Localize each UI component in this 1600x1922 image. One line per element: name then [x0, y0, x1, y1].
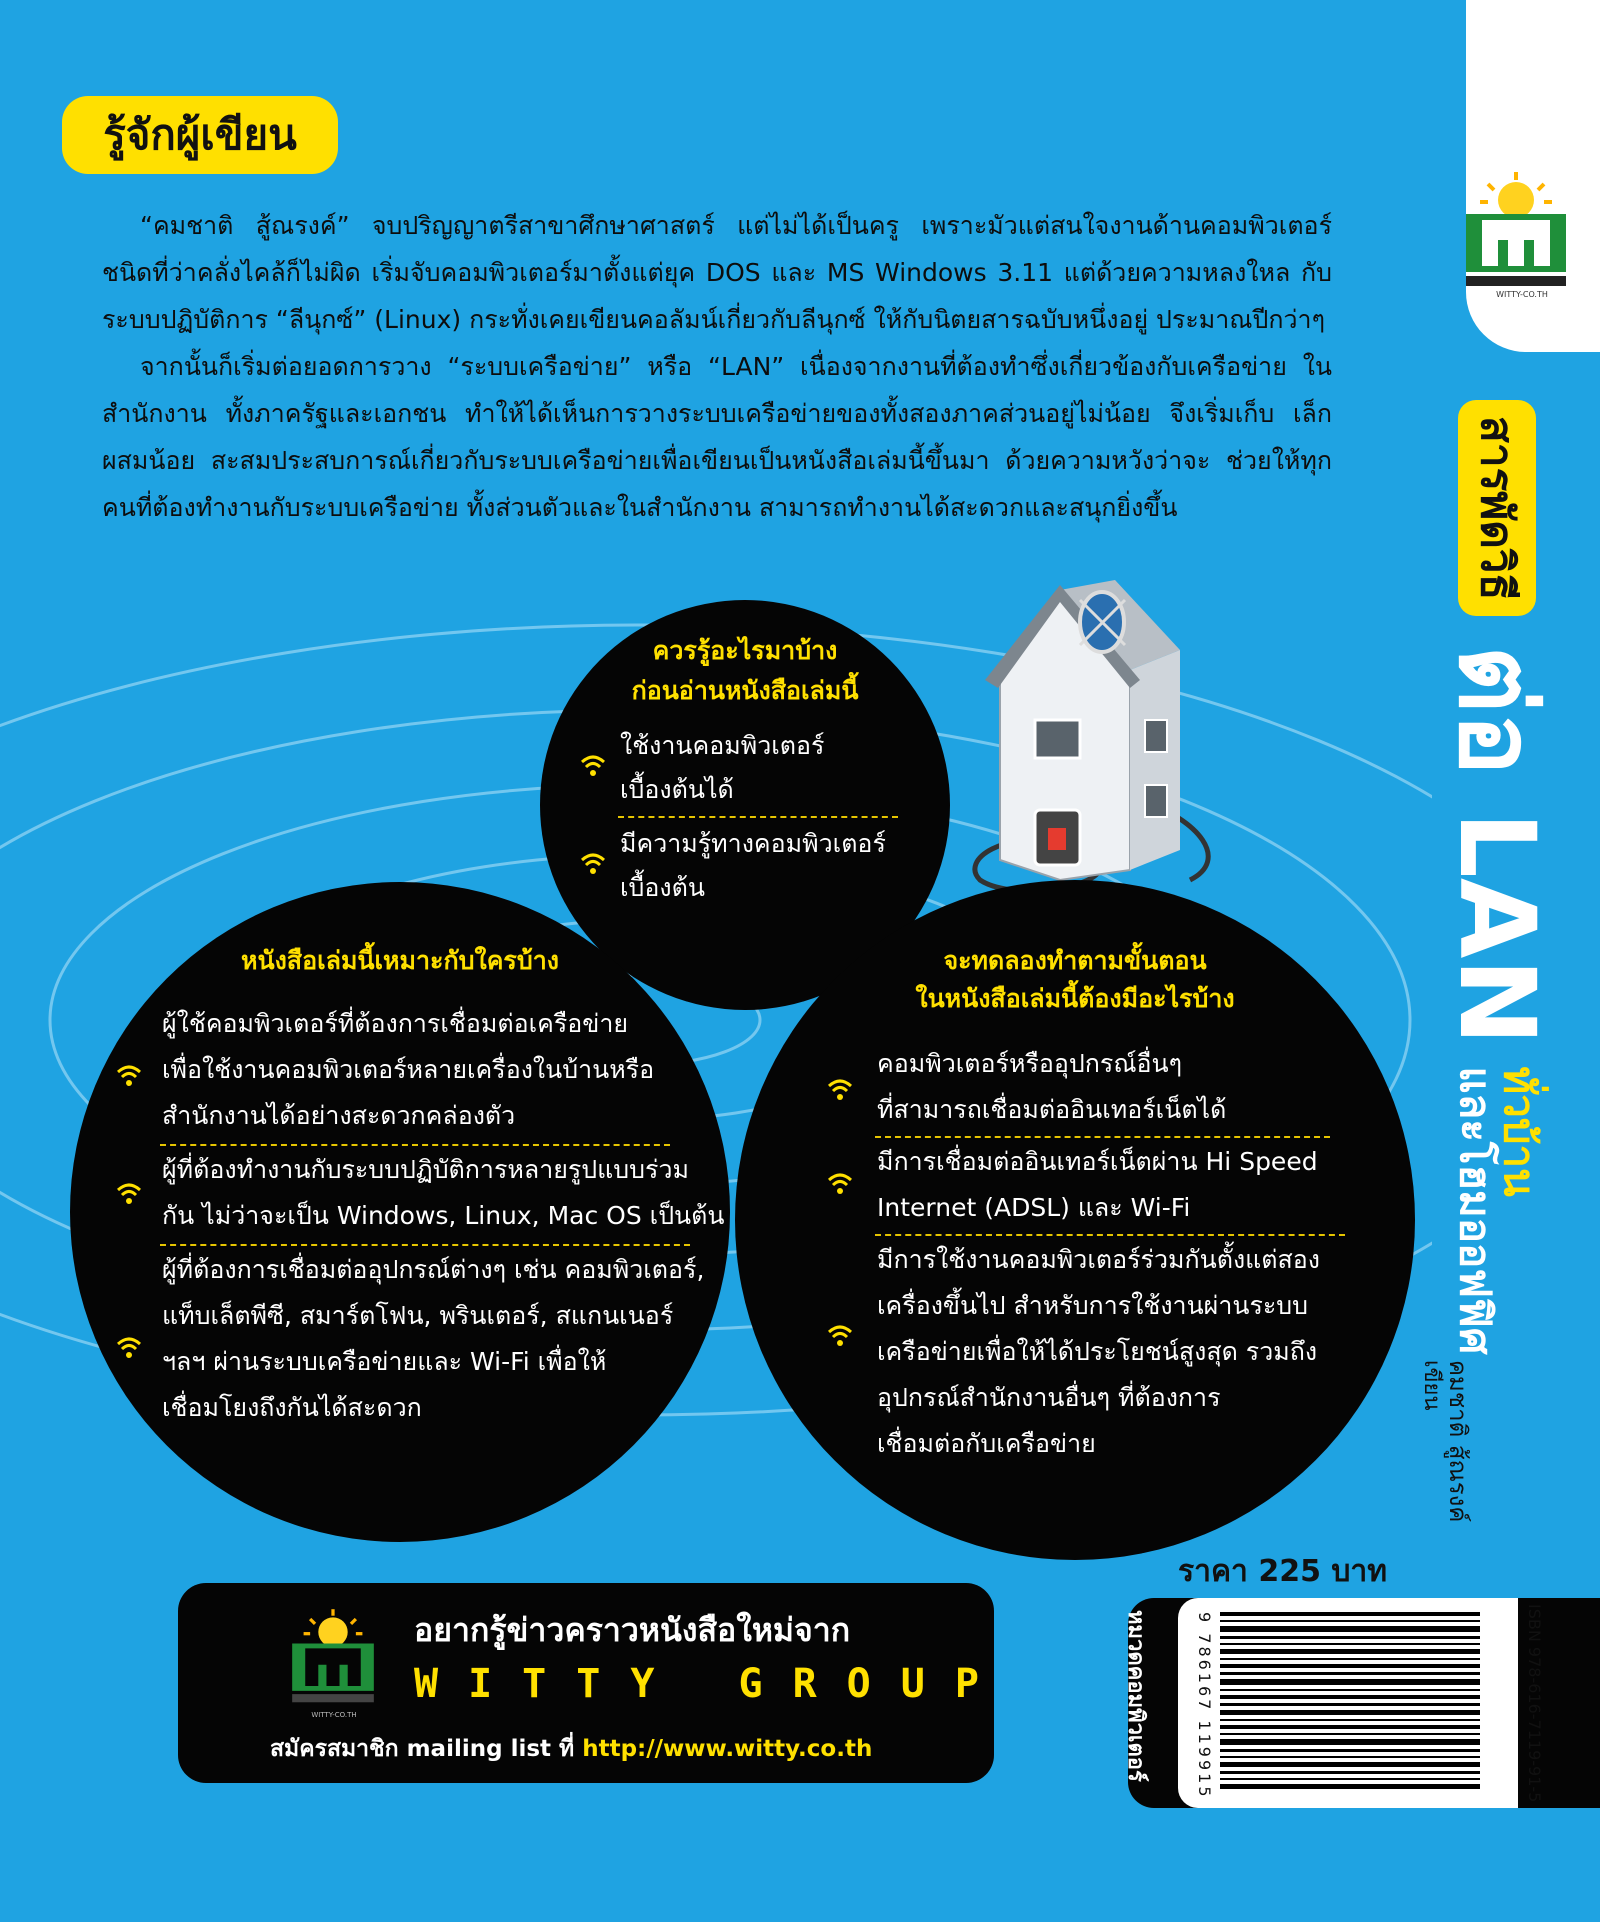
spine-title-sub2: และโฮมออฟฟิศ — [1451, 1066, 1501, 1355]
circle-left-item-3-line-1: ผู้ที่ต้องการเชื่อมต่ออุปกรณ์ต่างๆ เช่น คอมพิวเตอร์, — [162, 1255, 705, 1284]
spine-title-sub1: ทั่วบ้าน — [1495, 1066, 1545, 1197]
wifi-icon — [827, 1170, 853, 1196]
circle-right-title-1: จะทดลองทำตามขั้นตอน — [943, 946, 1207, 975]
category-label: หมวดคอมพิวเตอร์ — [1123, 1610, 1148, 1782]
spine-author-role: เขียน — [1419, 1360, 1444, 1411]
website-link[interactable]: http://www.witty.co.th — [582, 1736, 873, 1762]
author-heading: รู้จักผู้เขียน — [62, 96, 338, 174]
circle-right-title-2: ในหนังสือเล่มนี้ต้องมีอะไรบ้าง — [915, 984, 1235, 1013]
banner-subscribe-text: สมัครสมาชิก mailing list ที่ — [270, 1736, 575, 1762]
banner-group-name: WITTY GROUP — [414, 1661, 1009, 1707]
circle-right-item-1-line-1: คอมพิวเตอร์หรืออุปกรณ์อื่นๆ — [877, 1049, 1183, 1078]
circle-right-item-3-line-5: เชื่อมต่อกับเครือข่าย — [877, 1429, 1096, 1458]
circle-right-item-3-line-4: อุปกรณ์สำนักงานอื่นๆ ที่ต้องการ — [877, 1383, 1221, 1412]
wifi-icon — [116, 1062, 142, 1088]
circle-top-item-1-line-1: ใช้งานคอมพิวเตอร์ — [620, 731, 825, 760]
witty-logo — [1456, 168, 1576, 298]
spine-author-name: คมชาติ สู้ณรงค์ — [1444, 1360, 1472, 1523]
circle-top-item-2-line-2: เบื้องต้น — [620, 873, 705, 902]
author-paragraph-2: จากนั้นก็เริ่มต่อยอดการวาง “ระบบเครือข่าย” หรือ “LAN” เนื่องจากงานที่ต้องทำซึ่งเกี่ยวข้องกับเครือข่าย ในสำนักงาน ทั้งภาครัฐและเอกชน ทำให้ได้เห็นการวางระบบเครือข่ายของทั้งสองภาคส่วนอยู่ไม่น้อย จึงเริ่มเก็บ เล็กผสมน้อย สะสมประสบการณ์เกี่ยวกับระบบเครือข่ายเพื่อเขียนเป็นหนังสือเล่มนี้ขึ้นมา ด้วยความหวังว่าจะ ช่วยให้ทุกคนที่ต้องทำงานกับระบบเครือข่าย ทั้งส่วนตัวและในสำนักงาน สามารถทำงานได้สะดวกและสนุกยิ่งขึ้น — [102, 352, 1332, 522]
circle-left-item-3-line-3: ฯลฯ ผ่านระบบเครือข่ายและ Wi-Fi เพื่อให้ — [162, 1347, 607, 1376]
wifi-icon — [580, 752, 606, 778]
wifi-icon — [116, 1180, 142, 1206]
circle-top-item-2-line-1: มีความรู้ทางคอมพิวเตอร์ — [620, 829, 886, 858]
circle-left-item-1-line-3: สำนักงานได้อย่างสะดวกคล่องตัว — [162, 1101, 516, 1130]
spine-series: สารพัดวิธี — [1459, 400, 1537, 616]
circle-right-item-3-line-1: มีการใช้งานคอมพิวเตอร์ร่วมกันตั้งแต่สอง — [877, 1245, 1320, 1274]
circle-right-item-2-line-1: มีการเชื่อมต่ออินเทอร์เน็ตผ่าน Hi Speed — [877, 1147, 1318, 1176]
wifi-icon — [116, 1334, 142, 1360]
circle-top-item-1-line-2: เบื้องต้นได้ — [620, 775, 734, 804]
newsletter-banner — [178, 1583, 1009, 1783]
banner-logo-text: WITTY-CO.TH — [311, 1711, 357, 1719]
circle-left-item-1-line-1: ผู้ใช้คอมพิวเตอร์ที่ต้องการเชื่อมต่อเครือข่าย — [162, 1009, 629, 1038]
wifi-icon — [827, 1322, 853, 1348]
banner-subscribe — [270, 1731, 872, 1767]
circle-right-item-2-line-2: Internet (ADSL) และ Wi-Fi — [877, 1193, 1191, 1222]
isbn-digits: 9 786167 119915 — [1195, 1612, 1214, 1800]
house-illustration — [940, 570, 1230, 900]
circle-left-item-2-line-1: ผู้ที่ต้องทำงานกับระบบปฏิบัติการหลายรูปแบบร่วม — [162, 1155, 689, 1184]
divider — [618, 816, 898, 818]
circle-left-item-2-line-2: กัน ไม่ว่าจะเป็น Windows, Linux, Mac OS เป็นต้น — [162, 1201, 725, 1230]
circle-left-item-3-line-4: เชื่อมโยงถึงกันได้สะดวก — [162, 1393, 422, 1422]
witty-logo — [284, 1603, 382, 1715]
price: ราคา 225 บาท — [1178, 1554, 1388, 1589]
wifi-icon — [827, 1076, 853, 1102]
circle-right-item-3-line-2: เครื่องขึ้นไป สำหรับการใช้งานผ่านระบบ — [877, 1291, 1309, 1320]
circle-left-item-1-line-2: เพื่อใช้งานคอมพิวเตอร์หลายเครื่องในบ้านหรือ — [162, 1055, 655, 1084]
wifi-icon — [580, 850, 606, 876]
spine-logo-text: WITTY-CO.TH — [1496, 290, 1548, 299]
circle-requirements — [735, 880, 1415, 1560]
circle-top-title-1: ควรรู้อะไรมาบ้าง — [652, 636, 838, 665]
author-bio — [102, 202, 1332, 531]
banner-title: อยากรู้ข่าวคราวหนังสือใหม่จาก — [414, 1611, 851, 1649]
isbn-label: ISBN 978-616-7119-91-5 — [1525, 1604, 1544, 1803]
spine-title-main: ต่อ LAN — [1436, 645, 1558, 1046]
circle-left-title: หนังสือเล่มนี้เหมาะกับใครบ้าง — [241, 946, 559, 975]
isbn-barcode — [1220, 1612, 1480, 1794]
spine-title-block — [1415, 400, 1580, 1354]
circle-right-item-3-line-3: เครือข่ายเพื่อให้ได้ประโยชน์สูงสุด รวมถึง — [877, 1337, 1318, 1366]
author-paragraph-1: “คมชาติ สู้ณรงค์” จบปริญญาตรีสาขาศึกษาศาสตร์ แต่ไม่ได้เป็นครู เพราะมัวแต่สนใจงานด้านคอมพิวเตอร์ ชนิดที่ว่าคลั่งไคล้ก็ไม่ผิด เริ่มจับคอมพิวเตอร์มาตั้งแต่ยุค DOS และ MS Windows 3.11 แต่ด้วยความหลงใหล กับระบบปฏิบัติการ “ลีนุกซ์” (Linux) กระทั่งเคยเขียนคอลัมน์เกี่ยวกับลีนุกซ์ ให้กับนิตยสารฉบับหนึ่งอยู่ ประมาณปีกว่าๆ — [102, 211, 1332, 334]
circle-top-title-2: ก่อนอ่านหนังสือเล่มนี้ — [631, 676, 859, 705]
circle-left-item-3-line-2: แท็บเล็ตพีซี, สมาร์ตโฟน, พรินเตอร์, สแกนเนอร์ — [162, 1301, 674, 1330]
circle-audience — [70, 882, 730, 1542]
circle-right-item-1-line-2: ที่สามารถเชื่อมต่ออินเทอร์เน็ตได้ — [877, 1095, 1227, 1124]
